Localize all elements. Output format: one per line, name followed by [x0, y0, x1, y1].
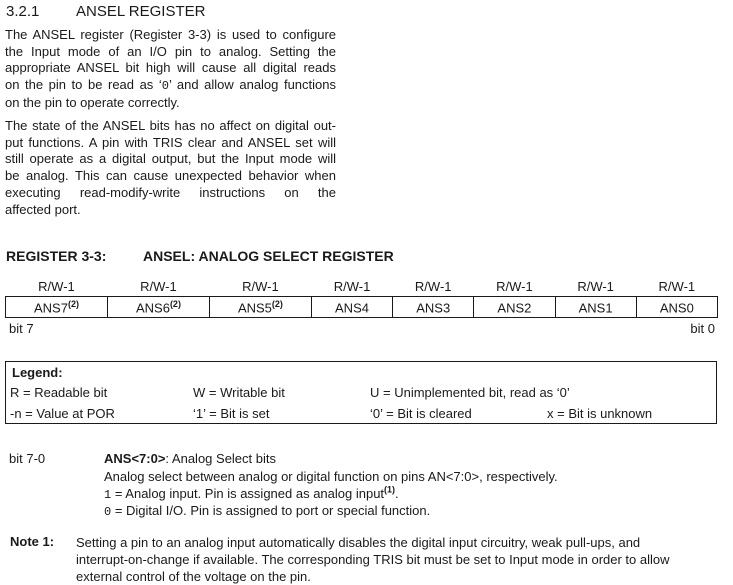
para1-line: on the pin to operate correctly. [5, 94, 180, 110]
bit-value-zero: 0 = Digital I/O. Pin is assigned to port or special function. [104, 503, 431, 519]
legend-unknown: x = Bit is unknown [547, 406, 653, 421]
access-cell: R/W-1 [496, 278, 533, 294]
legend-writable: W = Writable bit [193, 385, 285, 400]
bit-cell-ans0: ANS0 [636, 297, 717, 318]
bit-cell-ans3: ANS3 [393, 297, 474, 318]
bit-field-name: ANS<7:0> [104, 451, 166, 466]
para1-line: The ANSEL register (Register 3-3) is used to configure [5, 27, 336, 42]
para2-line: be analog. This can cause unexpected behavior when [5, 168, 336, 184]
register-bit-table [5, 276, 718, 318]
para2-line: The state of the ANSEL bits has no affect on digital out- [5, 118, 336, 133]
access-cell: R/W-1 [414, 278, 452, 294]
access-cell: R/W-1 [38, 278, 75, 294]
access-cell: R/W-1 [577, 278, 614, 294]
bit-name-row [6, 297, 718, 318]
bit-cell-ans7: ANS7$^{(2)}$ [6, 297, 108, 318]
register-name: ANSEL: ANALOG SELECT REGISTER [143, 248, 394, 264]
footnote-ref: (1) [384, 484, 396, 495]
bit-cell-ans4: ANS4 [311, 297, 392, 318]
para1-line: the Input mode of an I/O pin to analog. Setting the [5, 43, 336, 59]
legend-cleared: ‘0’ = Bit is cleared [370, 406, 472, 421]
legend-box [5, 361, 717, 424]
legend-title: Legend: [12, 365, 63, 380]
note-label: Note 1: [10, 534, 55, 549]
access-cell: R/W-1 [140, 278, 177, 294]
code-zero: 0 [161, 79, 169, 94]
legend-readable: R = Readable bit [10, 385, 108, 400]
bit-field-description: Analog select between analog or digital function on pins AN<7:0>, respectively. [104, 469, 558, 484]
section-number: 3.2.1 [6, 3, 40, 20]
legend-unimplemented: U = Unimplemented bit, read as ‘0’ [370, 385, 570, 400]
section-title: ANSEL REGISTER [76, 3, 206, 20]
paragraph-ansel-state [5, 118, 336, 218]
note-text [76, 534, 726, 585]
note-line: Setting a pin to an analog input automatically disables the digital input circuitry, weak pull-ups, and [76, 535, 641, 550]
msb-label: bit 7 [9, 321, 34, 336]
para2-line: put functions. A pin with TRIS clear and ANSEL set will [5, 134, 336, 150]
para2-line: affected port. [5, 201, 81, 217]
bit-cell-ans5: ANS5$^{(2)}$ [209, 297, 311, 318]
para2-line: still operate as a digital output, but the Input mode will [5, 151, 336, 167]
access-cell: R/W-1 [242, 278, 279, 294]
bit-value-one: 1 = Analog input. Pin is assigned as analog input$^{(1)}$. [104, 484, 399, 502]
access-cell: R/W-1 [658, 278, 696, 294]
legend-set: ‘1’ = Bit is set [193, 406, 270, 421]
access-row [6, 276, 718, 297]
bit-cell-ans6: ANS6$^{(2)}$ [107, 297, 209, 318]
para1-line: appropriate ANSEL bit high will cause all digital reads [5, 60, 336, 76]
bit-field-title: ANS<7:0>: Analog Select bits [104, 451, 276, 466]
lsb-label: bit 0 [690, 321, 715, 336]
bit-cell-ans2: ANS2 [474, 297, 555, 318]
para1-line: on the pin to be read as ‘0’ and allow analog functions [5, 77, 336, 94]
legend-por: -n = Value at POR [10, 406, 115, 421]
note-line: external control of the voltage on the pin. [76, 569, 311, 584]
paragraph-ansel-intro [5, 27, 336, 112]
bit-cell-ans1: ANS1 [555, 297, 636, 318]
para2-line: executing read-modify-write instructions on the [5, 184, 336, 200]
bit-range-label: bit 7-0 [9, 451, 46, 466]
access-cell: R/W-1 [333, 278, 371, 294]
register-label: REGISTER 3-3: [6, 248, 107, 264]
bit-order-row [9, 321, 715, 336]
note-line: interrupt-on-change if available. The corresponding TRIS bit must be set to Input mode in order to allow [76, 552, 670, 567]
